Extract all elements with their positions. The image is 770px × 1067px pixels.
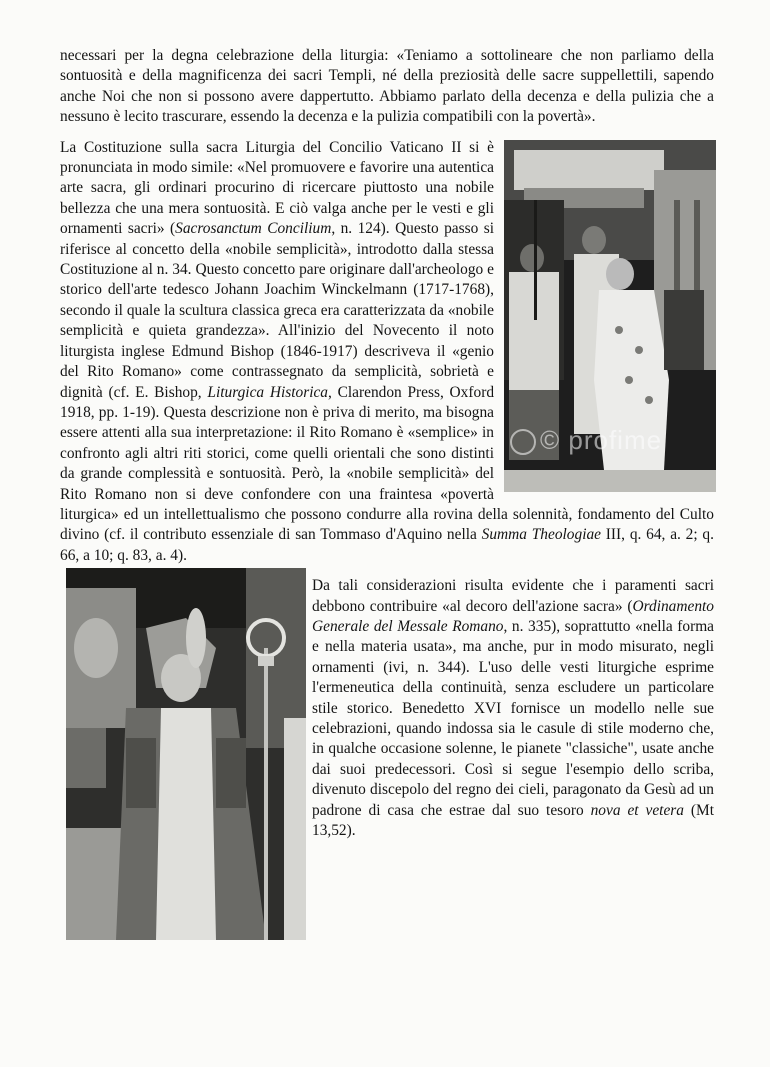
photo-pope-with-crosier xyxy=(66,568,306,940)
photo-watermark: © profime xyxy=(510,425,662,456)
copyright-icon xyxy=(510,429,536,455)
paragraph-2: La Costituzione sulla sacra Liturgia del Concilio Vaticano II si è pronunciata in modo simile: «Nel promuovere e favorire una autentica arte sacra, gli ordinari procurino di ricercare piuttosto una nobile bellezza che una mera sontuosità. E ciò valga anche per le vesti e gli ornamenti sacri» (Sacrosanctum Concilium, n. 124). Questo passo si riferisce al concetto della «nobile semplicità», introdotto dalla stessa Costituzione al n. 34. Questo concetto pare originare dall'archeologo e storico dell'arte tedesco Johann Joachim Winckelmann (1717-1768), secondo il quale la scultura classica greca era caratterizzata da «nobile semplicità e quieta grandezza». All'inizio del Novecento il noto liturgista inglese Edmund Bishop (1846-1917) descriveva il «genio del Rito Romano» come contrassegnato da semplicità, sobrietà e dignità (cf. E. Bishop, Liturgica Historica, Clarendon Press, Oxford 1918, pp. 1-19). Questa descrizione non è priva di merito, ma bisogna essere attenti alla sua interpretazione: il Rito Romano è «semplice» in confronto agli altri riti storici, come quelli orientali che sono distinti da grande complessità e sontuosità. Però, la «nobile semplicità» del Rito Romano non si deve confondere con una fraintesa «povertà liturgica» ed un intellettualismo che possono condurre alla rovina della solennità, fondamento del Culto divino (cf. il contributo essenziale di san Tommaso d'Aquino nella Summa Theologiae III, q. 64, a. 2; q. 66, a 10; q. 83, a. 4). xyxy=(60,138,714,564)
document-page xyxy=(60,46,714,944)
photo-pope-with-crosier-drawing xyxy=(66,568,306,940)
paragraph-3: Da tali considerazioni risulta evidente che i paramenti sacri debbono contribuire «al decoro dell'azione sacra» (Ordinamento Generale del Messale Romano, n. 335), soprattutto «nella forma e nella materia usata», ma anche, pur in modo misurato, negli ornamenti (ivi, n. 344). L'uso delle vesti liturgiche esprime l'ermeneutica della continuità, senza escludere un particolare stile storico. Benedetto XVI fornisce un modello nelle sue celebrazioni, quando indossa sia le casule di stile moderno che, in qualche occasione solenne, le pianete "classiche", usate anche dai suoi predecessori. Così si segue l'esempio dello scriba, divenuto discepolo del regno dei cieli, paragonato da Gesù ad un padrone di casa che estrae dal suo tesoro nova et vetera (Mt 13,52). xyxy=(312,577,715,840)
paragraph-1: necessari per la degna celebrazione della liturgia: «Teniamo a sottolineare che non parliamo della sontuosità e della magnificenza dei sacri Templi, né della preziosità delle sacre suppellettili, sapendo anche Noi che non si possono avere dappertutto. Abbiamo parlato della decenza e della pulizia che a nessuno è lecito trascurare, essendo la decenza e la pulizia compatibili con la povertà». xyxy=(60,47,714,126)
photo-papal-procession xyxy=(504,140,716,492)
